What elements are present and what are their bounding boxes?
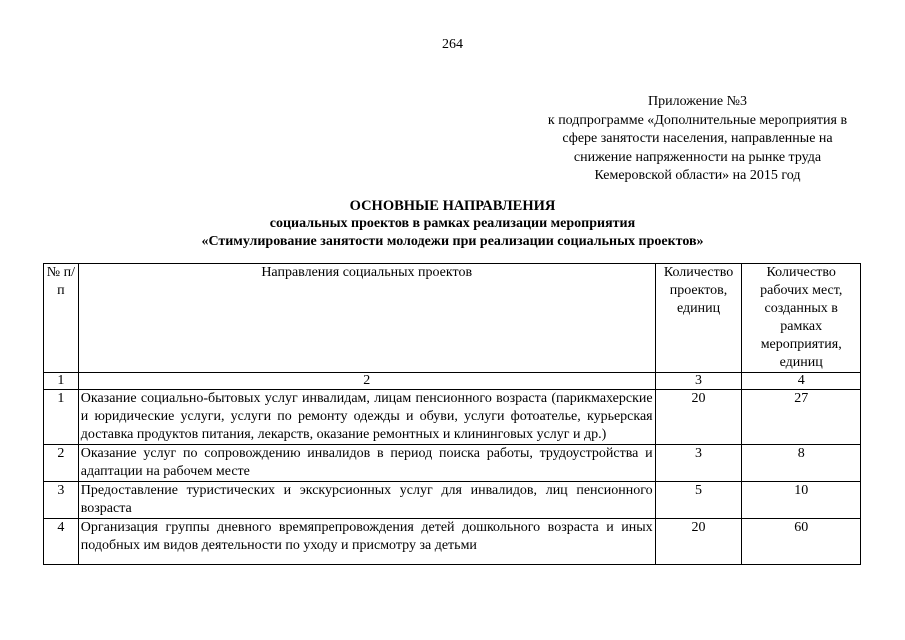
column-number: 2 — [78, 373, 655, 390]
appendix-line: к подпрограмме «Дополнительные мероприятия в — [547, 112, 848, 128]
heading-subtitle-1: социальных проектов в рамках реализации мероприятия — [269, 216, 636, 231]
row-jobs: 8 — [742, 445, 861, 482]
row-num: 2 — [44, 445, 79, 482]
appendix-line: Приложение №3 — [648, 94, 747, 109]
row-jobs: 27 — [742, 390, 861, 445]
document-heading — [0, 197, 905, 251]
table-row — [44, 519, 861, 565]
heading-title: ОСНОВНЫЕ НАПРАВЛЕНИЯ — [349, 198, 556, 214]
appendix-line: сфере занятости населения, направленные на — [562, 131, 833, 146]
appendix-line: Кемеровской области» на 2015 год — [594, 168, 801, 183]
projects-table — [43, 263, 861, 565]
header-jobs: Количество рабочих мест, созданных в рамках мероприятия, единиц — [742, 264, 861, 373]
header-direction: Направления социальных проектов — [78, 264, 655, 373]
row-num: 1 — [44, 390, 79, 445]
row-num: 4 — [44, 519, 79, 565]
header-projects: Количество проектов, единиц — [655, 264, 742, 373]
row-jobs: 10 — [742, 482, 861, 519]
table-row — [44, 390, 861, 445]
heading-subtitle-2: «Стимулирование занятости молодежи при реализации социальных проектов» — [201, 234, 704, 249]
page-number: 264 — [442, 37, 463, 52]
table-row — [44, 445, 861, 482]
row-jobs: 60 — [742, 519, 861, 565]
header-num: № п/п — [44, 264, 79, 373]
row-projects: 3 — [655, 445, 742, 482]
appendix-note — [525, 93, 870, 186]
row-direction: Оказание услуг по сопровождению инвалидов в период поиска работы, трудоустройства и адаптации на рабочем месте — [78, 445, 655, 482]
column-number-row — [44, 373, 861, 390]
column-number: 4 — [742, 373, 861, 390]
row-direction: Предоставление туристических и экскурсионных услуг для инвалидов, лиц пенсионного возраста — [78, 482, 655, 519]
column-number: 3 — [655, 373, 742, 390]
table-header-row — [44, 264, 861, 373]
appendix-line: снижение напряженности на рынке труда — [573, 149, 822, 165]
row-num: 3 — [44, 482, 79, 519]
row-projects: 20 — [655, 390, 742, 445]
column-number: 1 — [44, 373, 79, 390]
row-projects: 20 — [655, 519, 742, 565]
row-direction: Организация группы дневного времяпрепровождения детей дошкольного возраста и иных подобных им видов деятельности по уходу и присмотру за детьми — [78, 519, 655, 565]
row-projects: 5 — [655, 482, 742, 519]
row-direction: Оказание социально-бытовых услуг инвалидам, лицам пенсионного возраста (парикмахерские и юридические услуги, услуги по ремонту одежды и обуви, услуги фотоателье, курьерская доставка продуктов питания, лекарств, оказание ремонтных и клининговых услуг и др.) — [78, 390, 655, 445]
table-row — [44, 482, 861, 519]
